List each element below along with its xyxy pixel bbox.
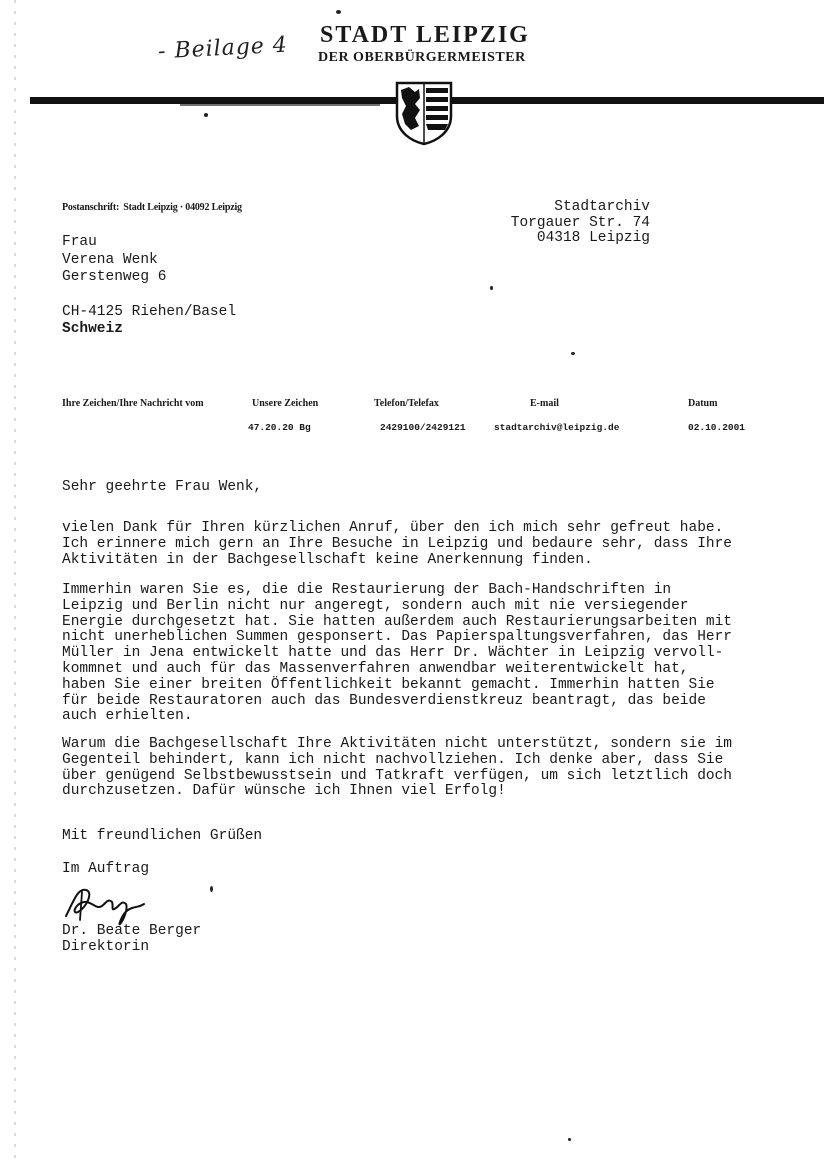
paragraph-line: nicht unerheblichen Summen gesponsert. Das Papierspaltungsverfahren, das Herr: [62, 629, 733, 646]
scan-speck: [571, 352, 575, 355]
paragraph-line: vielen Dank für Ihren kürzlichen Anruf, über den ich mich sehr gefreut habe.: [62, 520, 724, 536]
paragraph-2: [62, 583, 782, 725]
paragraph-line: Immerhin waren Sie es, die die Restaurierung der Bach-Handschriften in: [62, 582, 672, 598]
paragraph-line: Energie durchgesetzt hat. Sie hatten außerdem auch Restaurierungsarbeiten mit: [62, 613, 733, 630]
signer-name: Dr. Beate Berger: [62, 923, 202, 939]
letter-closing: Mit freundlichen Grüßen: [62, 828, 263, 844]
ref-label-email: E-mail: [530, 398, 559, 409]
by-order-line: Im Auftrag: [62, 861, 150, 877]
scan-edge-noise: [14, 0, 16, 1164]
sender-label: Postanschrift:: [62, 202, 120, 213]
recipient-city: CH-4125 Riehen/Basel: [62, 303, 237, 320]
scan-speck: [204, 113, 208, 117]
archive-city: 04318 Leipzig: [536, 230, 650, 246]
ref-label-date: Datum: [688, 398, 718, 409]
ref-value-phone: 2429100/2429121: [380, 422, 466, 433]
ref-value-our-ref: 47.20.20 Bg: [248, 422, 311, 433]
ref-label-your-ref: Ihre Zeichen/Ihre Nachricht vom: [62, 398, 204, 409]
letterhead-city: STADT LEIPZIG: [320, 22, 530, 48]
letterhead-office: DER OBERBÜRGERMEISTER: [318, 50, 526, 65]
archive-address: [511, 200, 650, 247]
signer-title: Direktorin: [62, 939, 150, 955]
paragraph-line: auch erhielten.: [62, 708, 193, 725]
ref-label-phone: Telefon/Telefax: [374, 398, 439, 409]
paragraph-line: Aktivitäten in der Bachgesellschaft keine Anerkennung finden.: [62, 551, 593, 568]
scan-speck: [568, 1138, 571, 1141]
paragraph-line: durchzusetzen. Dafür wünsche ich Ihnen viel Erfolg!: [62, 783, 506, 800]
paragraph-line: Leipzig und Berlin nicht nur angeregt, sondern auch mit nie versiegender: [62, 597, 689, 614]
handwritten-signature: [56, 880, 166, 928]
paragraph-line: Müller in Jena entwickelt hatte und das Herr Dr. Wächter in Leipzig vervoll-: [62, 645, 724, 662]
letter-salutation: Sehr geehrte Frau Wenk,: [62, 479, 263, 495]
paragraph-line: über genügend Selbstbewusstsein und Tatkraft verfügen, um sich letztlich doch: [62, 767, 733, 784]
ref-label-our-ref: Unsere Zeichen: [252, 398, 319, 409]
paragraph-line: Warum die Bachgesellschaft Ihre Aktivitäten nicht unterstützt, sondern sie im: [62, 736, 733, 752]
paragraph-1: [62, 521, 782, 568]
recipient-salutation: Frau: [62, 234, 97, 250]
recipient-street: Gerstenweg 6: [62, 269, 167, 285]
recipient-address: [62, 234, 236, 339]
scan-speck: [490, 286, 493, 290]
recipient-country: Schweiz: [62, 321, 123, 337]
leipzig-crest-icon: [393, 80, 455, 146]
ref-value-email: stadtarchiv@leipzig.de: [494, 422, 620, 433]
paragraph-line: Ich erinnere mich gern an Ihre Besuche in Leipzig und bedaure sehr, dass Ihre: [62, 535, 733, 552]
paragraph-line: für beide Restauratoren auch das Bundesverdienstkreuz beantragt, das beide: [62, 692, 706, 709]
recipient-name: Verena Wenk: [62, 251, 158, 268]
signer-block: [62, 923, 201, 955]
scan-speck: [336, 10, 341, 14]
scan-speck: [210, 886, 213, 892]
paragraph-line: kommnet und auch für das Massenverfahren anwendbar weiterentwickelt hat,: [62, 660, 689, 677]
ref-value-date: 02.10.2001: [688, 422, 746, 433]
archive-street: Torgauer Str. 74: [510, 214, 650, 231]
sender-return-address: [62, 202, 242, 213]
paragraph-3: [62, 737, 782, 800]
handwritten-annotation: - Beilage 4: [157, 32, 289, 65]
archive-name: Stadtarchiv: [554, 199, 650, 215]
paragraph-line: Gegenteil behindert, kann ich nicht nachvollziehen. Ich denke aber, dass Sie: [62, 751, 724, 768]
sender-text: Stadt Leipzig · 04092 Leipzig: [123, 202, 242, 213]
paragraph-line: haben Sie einer breiten Öffentlichkeit bekannt gemacht. Immerhin hatten Sie: [62, 676, 715, 693]
